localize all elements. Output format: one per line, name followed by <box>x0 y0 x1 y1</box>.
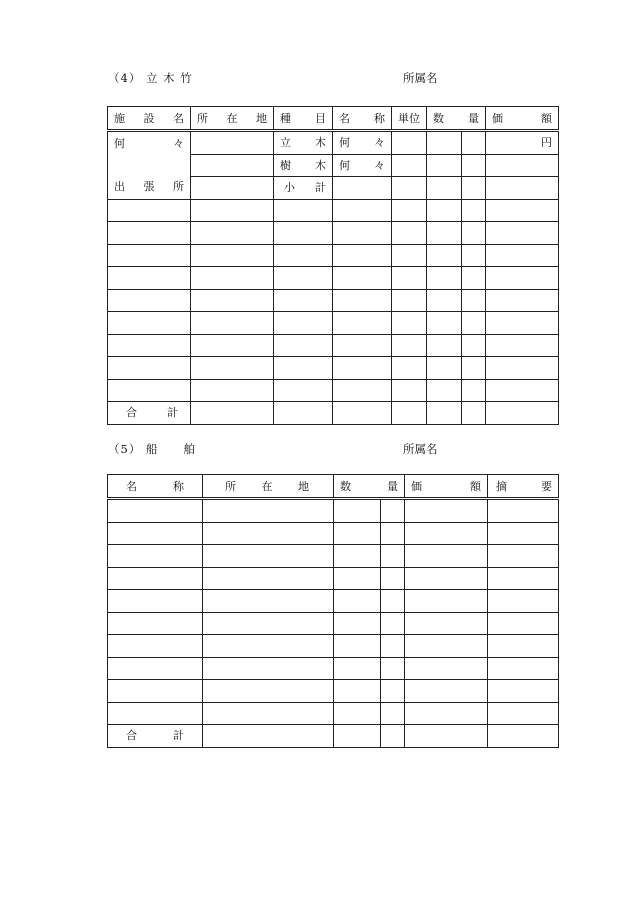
empty-cell <box>381 567 405 590</box>
location-cell <box>191 131 274 155</box>
empty-cell <box>381 499 405 523</box>
empty-cell <box>381 702 405 725</box>
table-header-row <box>108 107 559 131</box>
kind-cell: 小 計 <box>274 177 333 200</box>
empty-cell <box>392 289 427 312</box>
empty-cell <box>203 567 334 590</box>
empty-cell <box>405 635 488 658</box>
empty-cell <box>334 590 381 613</box>
header-value: 価 額 <box>486 107 559 131</box>
empty-cell <box>405 567 488 590</box>
table-row <box>108 131 559 155</box>
empty-cell <box>334 522 381 545</box>
section5-heading: （5） 船 舶 <box>108 442 196 456</box>
table-row <box>108 379 559 402</box>
empty-cell <box>462 222 486 245</box>
empty-cell <box>486 357 559 380</box>
quantity-cell <box>427 131 462 155</box>
empty-cell <box>427 222 462 245</box>
empty-cell <box>191 222 274 245</box>
empty-cell <box>381 545 405 568</box>
name-cell: 何 々 <box>333 154 392 177</box>
empty-cell <box>488 590 559 613</box>
empty-cell <box>488 702 559 725</box>
empty-cell <box>405 545 488 568</box>
table-row <box>108 680 559 703</box>
empty-cell <box>108 379 191 402</box>
empty-cell <box>274 199 333 222</box>
empty-cell <box>427 357 462 380</box>
ships-table <box>107 474 559 748</box>
empty-cell <box>486 244 559 267</box>
table-row <box>108 199 559 222</box>
empty-cell <box>486 334 559 357</box>
table-row <box>108 657 559 680</box>
empty-cell <box>334 499 381 523</box>
empty-cell <box>392 379 427 402</box>
table-row <box>108 545 559 568</box>
empty-cell <box>392 199 427 222</box>
total-row <box>108 402 559 425</box>
empty-cell <box>462 244 486 267</box>
unit-cell <box>392 131 427 155</box>
empty-cell <box>427 289 462 312</box>
empty-cell <box>381 635 405 658</box>
header-location: 所 在 地 <box>203 475 334 499</box>
quantity-sub-cell <box>462 177 486 200</box>
empty-cell <box>427 267 462 290</box>
empty-cell <box>381 590 405 613</box>
empty-cell <box>392 244 427 267</box>
empty-cell <box>462 379 486 402</box>
table-row <box>108 312 559 335</box>
empty-cell <box>381 522 405 545</box>
empty-cell <box>427 334 462 357</box>
empty-cell <box>488 499 559 523</box>
empty-cell <box>108 612 203 635</box>
table-row <box>108 267 559 290</box>
empty-cell <box>333 379 392 402</box>
location-cell <box>191 177 274 200</box>
empty-cell <box>381 657 405 680</box>
section4-affiliation-label: 所属名 <box>403 71 438 85</box>
empty-cell <box>333 289 392 312</box>
empty-cell <box>381 612 405 635</box>
empty-cell <box>405 702 488 725</box>
section4-heading: （4） 立 木 竹 <box>108 71 193 85</box>
empty-cell <box>333 334 392 357</box>
empty-cell <box>488 680 559 703</box>
empty-cell <box>108 545 203 568</box>
value-cell: 円 <box>486 131 559 155</box>
empty-cell <box>405 499 488 523</box>
empty-cell <box>274 222 333 245</box>
empty-cell <box>405 680 488 703</box>
table-row <box>108 289 559 312</box>
facility-example-cell: 何 々 出 張 所 <box>108 131 191 200</box>
empty-cell <box>334 635 381 658</box>
total-row <box>108 725 559 748</box>
empty-cell <box>486 289 559 312</box>
empty-cell <box>203 657 334 680</box>
table-row <box>108 635 559 658</box>
table-row <box>108 567 559 590</box>
total-label-cell: 合 計 <box>108 402 191 425</box>
empty-cell <box>334 657 381 680</box>
table-row <box>108 334 559 357</box>
header-location: 所 在 地 <box>191 107 274 131</box>
quantity-cell <box>427 154 462 177</box>
empty-cell <box>203 590 334 613</box>
empty-cell <box>108 657 203 680</box>
empty-cell <box>191 379 274 402</box>
value-cell <box>486 154 559 177</box>
table-row <box>108 702 559 725</box>
empty-cell <box>108 289 191 312</box>
empty-cell <box>274 244 333 267</box>
empty-cell <box>191 267 274 290</box>
standing-timber-table <box>107 106 559 425</box>
empty-cell <box>427 312 462 335</box>
empty-cell <box>427 199 462 222</box>
empty-cell <box>108 199 191 222</box>
empty-cell <box>392 222 427 245</box>
quantity-sub-cell <box>462 131 486 155</box>
empty-cell <box>334 612 381 635</box>
empty-cell <box>334 567 381 590</box>
empty-cell <box>334 545 381 568</box>
empty-cell <box>203 702 334 725</box>
kind-cell: 立 木 <box>274 131 333 155</box>
empty-cell <box>274 267 333 290</box>
empty-cell <box>333 357 392 380</box>
section5-affiliation-label: 所属名 <box>403 442 438 456</box>
empty-cell <box>333 222 392 245</box>
table-row <box>108 222 559 245</box>
empty-cell <box>488 545 559 568</box>
empty-cell <box>274 312 333 335</box>
empty-cell <box>333 267 392 290</box>
empty-cell <box>333 199 392 222</box>
empty-cell <box>405 657 488 680</box>
empty-cell <box>381 680 405 703</box>
total-label-cell: 合 計 <box>108 725 203 748</box>
header-remarks: 摘 要 <box>488 475 559 499</box>
empty-cell <box>108 222 191 245</box>
empty-cell <box>334 680 381 703</box>
empty-cell <box>108 522 203 545</box>
empty-cell <box>334 702 381 725</box>
quantity-sub-cell <box>462 154 486 177</box>
empty-cell <box>488 635 559 658</box>
empty-cell <box>108 590 203 613</box>
empty-cell <box>488 657 559 680</box>
empty-cell <box>274 357 333 380</box>
empty-cell <box>191 312 274 335</box>
empty-cell <box>486 267 559 290</box>
empty-cell <box>203 522 334 545</box>
table-row <box>108 612 559 635</box>
empty-cell <box>488 567 559 590</box>
kind-cell: 樹 木 <box>274 154 333 177</box>
empty-cell <box>274 289 333 312</box>
name-cell <box>333 177 392 200</box>
empty-cell <box>203 545 334 568</box>
empty-cell <box>486 379 559 402</box>
empty-cell <box>462 312 486 335</box>
empty-cell <box>462 289 486 312</box>
empty-cell <box>486 199 559 222</box>
empty-cell <box>108 267 191 290</box>
empty-cell <box>405 522 488 545</box>
quantity-cell <box>427 177 462 200</box>
empty-cell <box>108 702 203 725</box>
empty-cell <box>203 499 334 523</box>
header-name: 名 称 <box>108 475 203 499</box>
empty-cell <box>427 244 462 267</box>
name-cell: 何 々 <box>333 131 392 155</box>
header-unit: 単位 <box>392 107 427 131</box>
header-quantity: 数 量 <box>427 107 486 131</box>
empty-cell <box>462 199 486 222</box>
empty-cell <box>462 357 486 380</box>
empty-cell <box>191 199 274 222</box>
table-header-row <box>108 475 559 499</box>
empty-cell <box>486 222 559 245</box>
empty-cell <box>427 379 462 402</box>
empty-cell <box>274 379 333 402</box>
empty-cell <box>392 312 427 335</box>
empty-cell <box>488 612 559 635</box>
table-row <box>108 244 559 267</box>
location-cell <box>191 154 274 177</box>
empty-cell <box>462 334 486 357</box>
empty-cell <box>203 612 334 635</box>
empty-cell <box>108 567 203 590</box>
empty-cell <box>333 312 392 335</box>
empty-cell <box>191 244 274 267</box>
empty-cell <box>191 334 274 357</box>
empty-cell <box>108 635 203 658</box>
header-value: 価 額 <box>405 475 488 499</box>
empty-cell <box>108 312 191 335</box>
empty-cell <box>405 612 488 635</box>
unit-cell <box>392 177 427 200</box>
header-kind: 種 目 <box>274 107 333 131</box>
empty-cell <box>108 244 191 267</box>
empty-cell <box>488 522 559 545</box>
unit-cell <box>392 154 427 177</box>
empty-cell <box>203 680 334 703</box>
empty-cell <box>108 357 191 380</box>
empty-cell <box>405 590 488 613</box>
empty-cell <box>392 334 427 357</box>
table-row <box>108 590 559 613</box>
table-row <box>108 522 559 545</box>
empty-cell <box>392 357 427 380</box>
empty-cell <box>462 267 486 290</box>
header-facility-name: 施 設 名 <box>108 107 191 131</box>
value-cell <box>486 177 559 200</box>
table-row <box>108 499 559 523</box>
empty-cell <box>392 267 427 290</box>
empty-cell <box>108 499 203 523</box>
header-quantity: 数 量 <box>334 475 405 499</box>
table-row <box>108 357 559 380</box>
empty-cell <box>191 289 274 312</box>
empty-cell <box>274 334 333 357</box>
empty-cell <box>108 334 191 357</box>
header-name: 名 称 <box>333 107 392 131</box>
empty-cell <box>191 357 274 380</box>
empty-cell <box>333 244 392 267</box>
empty-cell <box>108 680 203 703</box>
empty-cell <box>203 635 334 658</box>
empty-cell <box>486 312 559 335</box>
